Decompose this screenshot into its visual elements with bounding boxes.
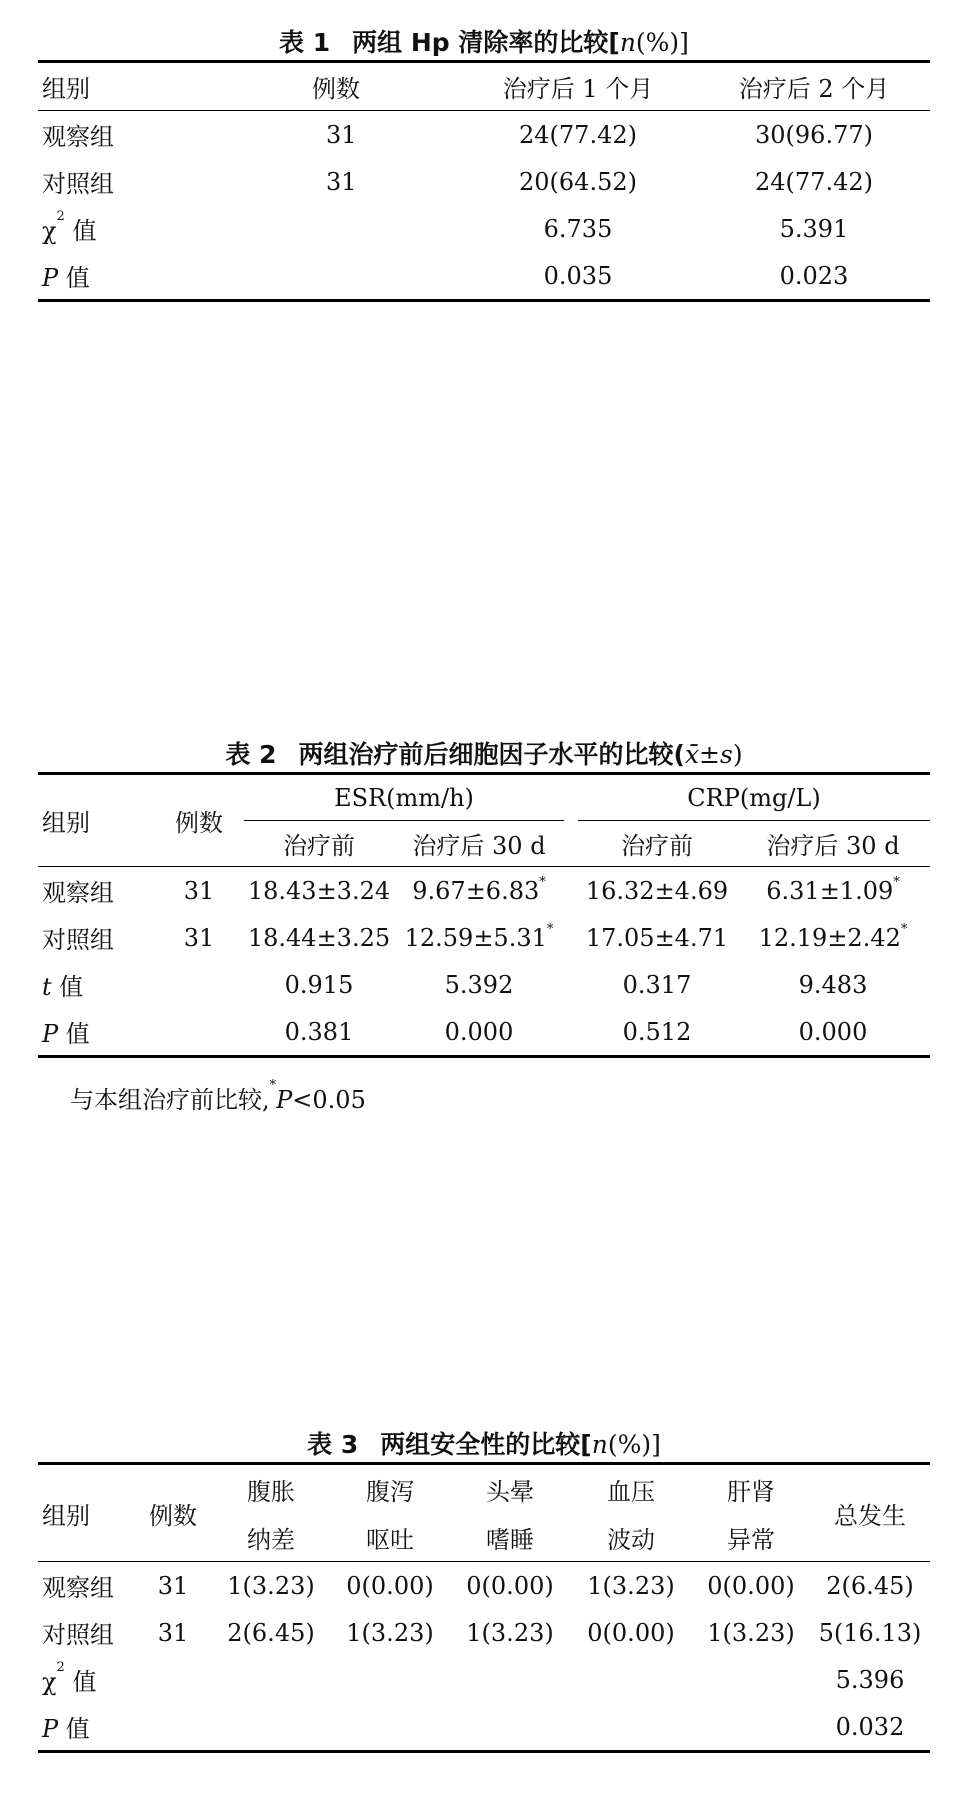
count-cell: 31 (326, 120, 357, 149)
p-symbol: P (42, 1020, 59, 1048)
value-text: 6.31±1.09 (766, 876, 894, 905)
header-cell: 治疗后 1 个月 (502, 75, 654, 103)
header-cell: 总发生 (810, 1464, 930, 1562)
caption-number: 表 2 (225, 740, 277, 769)
value-cell (736, 914, 930, 961)
stat-suffix: 值 (58, 1020, 90, 1048)
header-cell: 组别 (42, 75, 90, 103)
value-cell: 2(6.45) (227, 1618, 315, 1647)
stat-label-cell (38, 961, 154, 1008)
stat-suffix: 值 (64, 1668, 97, 1696)
significance-mark: * (539, 874, 546, 890)
header-cell: 组别 (38, 774, 154, 867)
table-row (38, 914, 930, 961)
value-cell: 1(3.23) (587, 1571, 675, 1600)
stat-suffix: 值 (64, 217, 97, 245)
header-cell: 腹胀 (247, 1477, 295, 1506)
value-cell: 1(3.23) (466, 1618, 554, 1647)
table-row (38, 961, 930, 1008)
header-cell: 波动 (607, 1525, 655, 1554)
value-cell (736, 867, 930, 915)
caption-tail: (%)] (635, 28, 689, 57)
value-cell: 1(3.23) (707, 1618, 795, 1647)
footnote-text: 与本组治疗前比较, (70, 1086, 270, 1114)
value-cell: 18.44±3.25 (247, 923, 391, 952)
stat-cell: 0.000 (798, 1017, 868, 1046)
header-cell: 血压 (607, 1477, 655, 1506)
value-cell: 0(0.00) (707, 1571, 795, 1600)
header-cell: 头晕 (486, 1477, 534, 1506)
group-cell: 观察组 (42, 1574, 114, 1602)
footnote-threshold: <0.05 (292, 1086, 366, 1114)
stat-suffix: 值 (58, 1715, 90, 1743)
chi-superscript: 2 (56, 209, 65, 224)
stat-cell: 5.396 (835, 1665, 905, 1694)
group-cell: 对照组 (42, 170, 114, 198)
caption-text: 两组 Hp 清除率的比较[ (352, 28, 620, 57)
value-cell: 24(77.42) (755, 167, 873, 196)
count-cell: 31 (326, 167, 357, 196)
header-cell: 肝肾 (727, 1477, 775, 1506)
stat-cell: 0.000 (444, 1017, 514, 1046)
value-cell: 24(77.42) (519, 120, 637, 149)
header-cell: 呕吐 (366, 1525, 414, 1554)
header-cell: 异常 (727, 1525, 775, 1554)
header-group-crp: CRP(mg/L) (578, 774, 930, 821)
caption-mean: x̄ (684, 740, 700, 769)
stat-label-cell (38, 1656, 212, 1703)
caption-tail: ) (732, 740, 743, 769)
value-cell (394, 914, 564, 961)
chi-symbol: χ (42, 217, 57, 245)
table-header-row (38, 1464, 930, 1514)
stat-cell: 0.512 (622, 1017, 692, 1046)
value-text: 12.59±5.31 (404, 923, 547, 952)
table-2-caption (38, 738, 930, 772)
caption-text: 两组治疗前后细胞因子水平的比较( (298, 740, 685, 769)
table-header-row (38, 62, 930, 111)
group-cell: 观察组 (42, 123, 114, 151)
caption-number: 表 1 (279, 28, 331, 57)
stat-cell: 0.381 (284, 1017, 354, 1046)
value-cell: 0(0.00) (466, 1571, 554, 1600)
group-cell: 观察组 (42, 879, 114, 907)
value-cell: 17.05±4.71 (585, 923, 729, 952)
stat-label-cell (38, 252, 308, 301)
table-row (38, 205, 930, 252)
caption-tail: (%)] (607, 1430, 661, 1459)
header-cell: 治疗后 30 d (766, 832, 900, 860)
value-cell: 2(6.45) (826, 1571, 914, 1600)
table-row (38, 867, 930, 915)
header-cell: 治疗前 (283, 832, 355, 860)
value-cell: 20(64.52) (519, 167, 637, 196)
caption-text: 两组安全性的比较[ (380, 1430, 592, 1459)
header-cell: 治疗后 2 个月 (738, 75, 890, 103)
table-2 (38, 738, 930, 1058)
count-cell: 31 (157, 1571, 189, 1600)
header-cell: 例数 (312, 75, 360, 103)
header-cell: 例数 (154, 774, 244, 867)
count-cell: 31 (157, 1618, 189, 1647)
table-row (38, 1562, 930, 1610)
stat-cell: 5.392 (444, 970, 514, 999)
group-cell: 对照组 (42, 1621, 114, 1649)
header-cell: 组别 (38, 1464, 134, 1562)
value-cell (394, 867, 564, 915)
stat-cell: 0.023 (779, 261, 849, 290)
caption-number: 表 3 (307, 1430, 359, 1459)
caption-n: n (619, 28, 636, 57)
value-cell: 0(0.00) (587, 1618, 675, 1647)
significance-mark: * (269, 1078, 277, 1093)
value-text: 12.19±2.42 (758, 923, 901, 952)
header-cell: 治疗后 30 d (412, 832, 546, 860)
t-symbol: t (42, 973, 52, 1001)
stat-cell: 0.035 (543, 261, 613, 290)
group-cell: 对照组 (42, 926, 114, 954)
table-row (38, 158, 930, 205)
caption-n: n (591, 1430, 608, 1459)
p-symbol: P (276, 1086, 293, 1114)
significance-mark: * (546, 921, 554, 937)
value-cell: 5(16.13) (818, 1618, 922, 1647)
stat-label-cell (38, 205, 308, 252)
header-cell: 例数 (134, 1464, 212, 1562)
stat-cell: 5.391 (779, 214, 849, 243)
significance-mark: * (893, 874, 900, 890)
value-cell: 1(3.23) (346, 1618, 434, 1647)
stat-cell: 0.317 (622, 970, 692, 999)
table-header-row (38, 774, 930, 821)
table-3-caption (38, 1428, 930, 1462)
table-1 (38, 26, 930, 302)
table-row (38, 1656, 930, 1703)
stat-cell: 0.032 (835, 1712, 905, 1741)
stat-label-cell (38, 1703, 212, 1752)
table-row (38, 1703, 930, 1752)
table-3-grid (38, 1462, 930, 1753)
value-cell: 0(0.00) (346, 1571, 434, 1600)
table-2-footnote (70, 1080, 366, 1115)
header-cell: 嗜睡 (486, 1525, 534, 1554)
significance-mark: * (900, 921, 908, 937)
table-1-caption (38, 26, 930, 60)
stat-label-cell (38, 1008, 154, 1057)
value-cell: 1(3.23) (227, 1571, 315, 1600)
stat-cell: 9.483 (798, 970, 868, 999)
value-cell: 30(96.77) (755, 120, 873, 149)
caption-sd: s (720, 740, 733, 769)
p-symbol: P (42, 1715, 59, 1743)
value-text: 9.67±6.83 (412, 876, 540, 905)
table-3 (38, 1428, 930, 1753)
table-row (38, 111, 930, 159)
stat-suffix: 值 (51, 973, 84, 1001)
value-cell: 18.43±3.24 (247, 876, 391, 905)
header-group-esr: ESR(mm/h) (244, 774, 564, 821)
stat-cell: 6.735 (543, 214, 613, 243)
value-cell: 16.32±4.69 (585, 876, 729, 905)
table-row (38, 1609, 930, 1656)
header-cell: 治疗前 (621, 832, 693, 860)
caption-pm: ± (699, 740, 720, 769)
header-cell: 纳差 (247, 1525, 295, 1554)
stat-suffix: 值 (58, 264, 90, 292)
table-row (38, 252, 930, 301)
header-cell: 腹泻 (366, 1477, 414, 1506)
p-symbol: P (42, 264, 59, 292)
table-row (38, 1008, 930, 1057)
table-2-grid (38, 772, 930, 1058)
stat-cell: 0.915 (284, 970, 354, 999)
chi-symbol: χ (42, 1668, 57, 1696)
chi-superscript: 2 (56, 1660, 65, 1675)
table-1-grid (38, 60, 930, 302)
count-cell: 31 (183, 876, 215, 905)
count-cell: 31 (183, 923, 215, 952)
